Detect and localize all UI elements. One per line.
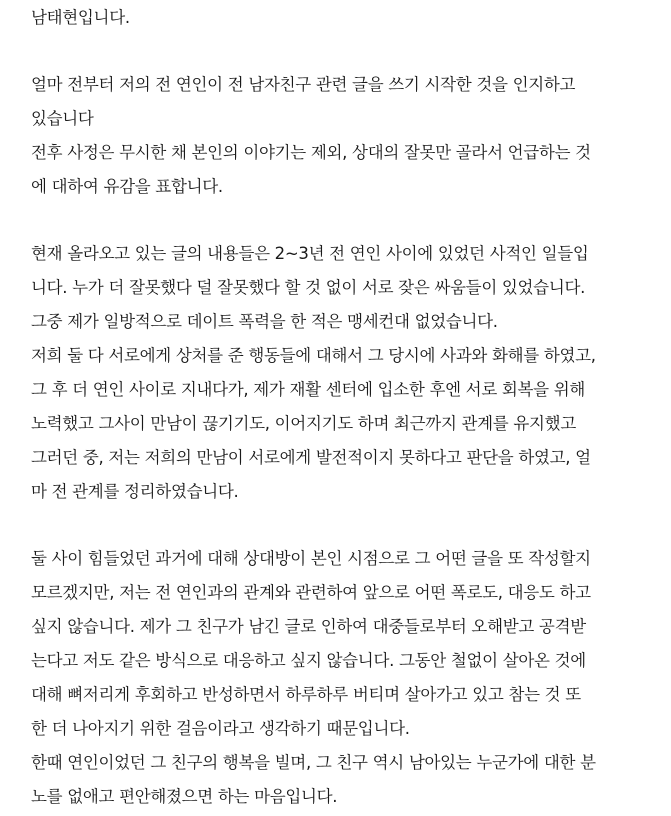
paragraph-1 [31, 68, 653, 204]
text-line: 그중 제가 일방적으로 데이트 폭력을 한 적은 맹세컨대 없었습니다. [31, 312, 498, 331]
text-line: 그러던 중, 저는 저희의 만남이 서로에게 발전적이지 못하다고 판단을 하였고, 얼 [31, 448, 591, 467]
paragraph-spacer [31, 204, 653, 237]
greeting-paragraph [31, 0, 653, 35]
paragraph-spacer [31, 509, 653, 542]
text-line: 니다. 누가 더 잘못했다 덜 잘못했다 할 것 없이 서로 잦은 싸움들이 있었습니다. [31, 278, 586, 297]
text-line: 얼마 전부터 저의 전 연인이 전 남자친구 관련 글을 쓰기 시작한 것을 인지하고 [31, 75, 576, 94]
text-line: 싶지 않습니다. 제가 그 친구가 남긴 글로 인하여 대중들로부터 오해받고 공격받 [31, 617, 586, 636]
text-line: 한때 연인이었던 그 친구의 행복을 빌며, 그 친구 역시 남아있는 누군가에 대한 분 [31, 753, 596, 772]
text-line: 는다고 저도 같은 방식으로 대응하고 싶지 않습니다. 그동안 철없이 살아온 것에 [31, 651, 586, 670]
paragraph-spacer [31, 35, 653, 68]
text-line: 현재 올라오고 있는 글의 내용들은 2~3년 전 연인 사이에 있었던 사적인 일들입 [31, 244, 589, 263]
text-line: 에 대하여 유감을 표합니다. [31, 177, 223, 196]
text-line: 노력했고 그사이 만남이 끊기기도, 이어지기도 하며 최근까지 관계를 유지했고 [31, 414, 576, 433]
text-line: 전후 사정은 무시한 채 본인의 이야기는 제외, 상대의 잘못만 골라서 언급하는 것 [31, 143, 591, 162]
text-line: 노를 없애고 편안해졌으면 하는 마음입니다. [31, 787, 338, 806]
text-line: 있습니다 [31, 109, 94, 128]
text-line: 마 전 관계를 정리하였습니다. [31, 482, 239, 501]
paragraph-3 [31, 542, 653, 814]
greeting-line: 남태현입니다. [31, 8, 130, 27]
text-line: 저희 둘 다 서로에게 상처를 준 행동들에 대해서 그 당시에 사과와 화해를 하였고, [31, 346, 596, 365]
text-line: 한 더 나아지기 위한 걸음이라고 생각하기 때문입니다. [31, 719, 410, 738]
text-line: 모르겠지만, 저는 전 연인과의 관계와 관련하여 앞으로 어떤 폭로도, 대응도 하고 [31, 583, 591, 602]
text-line: 대해 뼈저리게 후회하고 반성하면서 하루하루 버티며 살아가고 있고 참는 것 또 [31, 685, 581, 704]
paragraph-2 [31, 237, 653, 509]
text-line: 그 후 더 연인 사이로 지내다가, 제가 재활 센터에 입소한 후엔 서로 회복을 위해 [31, 380, 586, 399]
text-line: 둘 사이 힘들었던 과거에 대해 상대방이 본인 시점으로 그 어떤 글을 또 작성할지 [31, 549, 591, 568]
